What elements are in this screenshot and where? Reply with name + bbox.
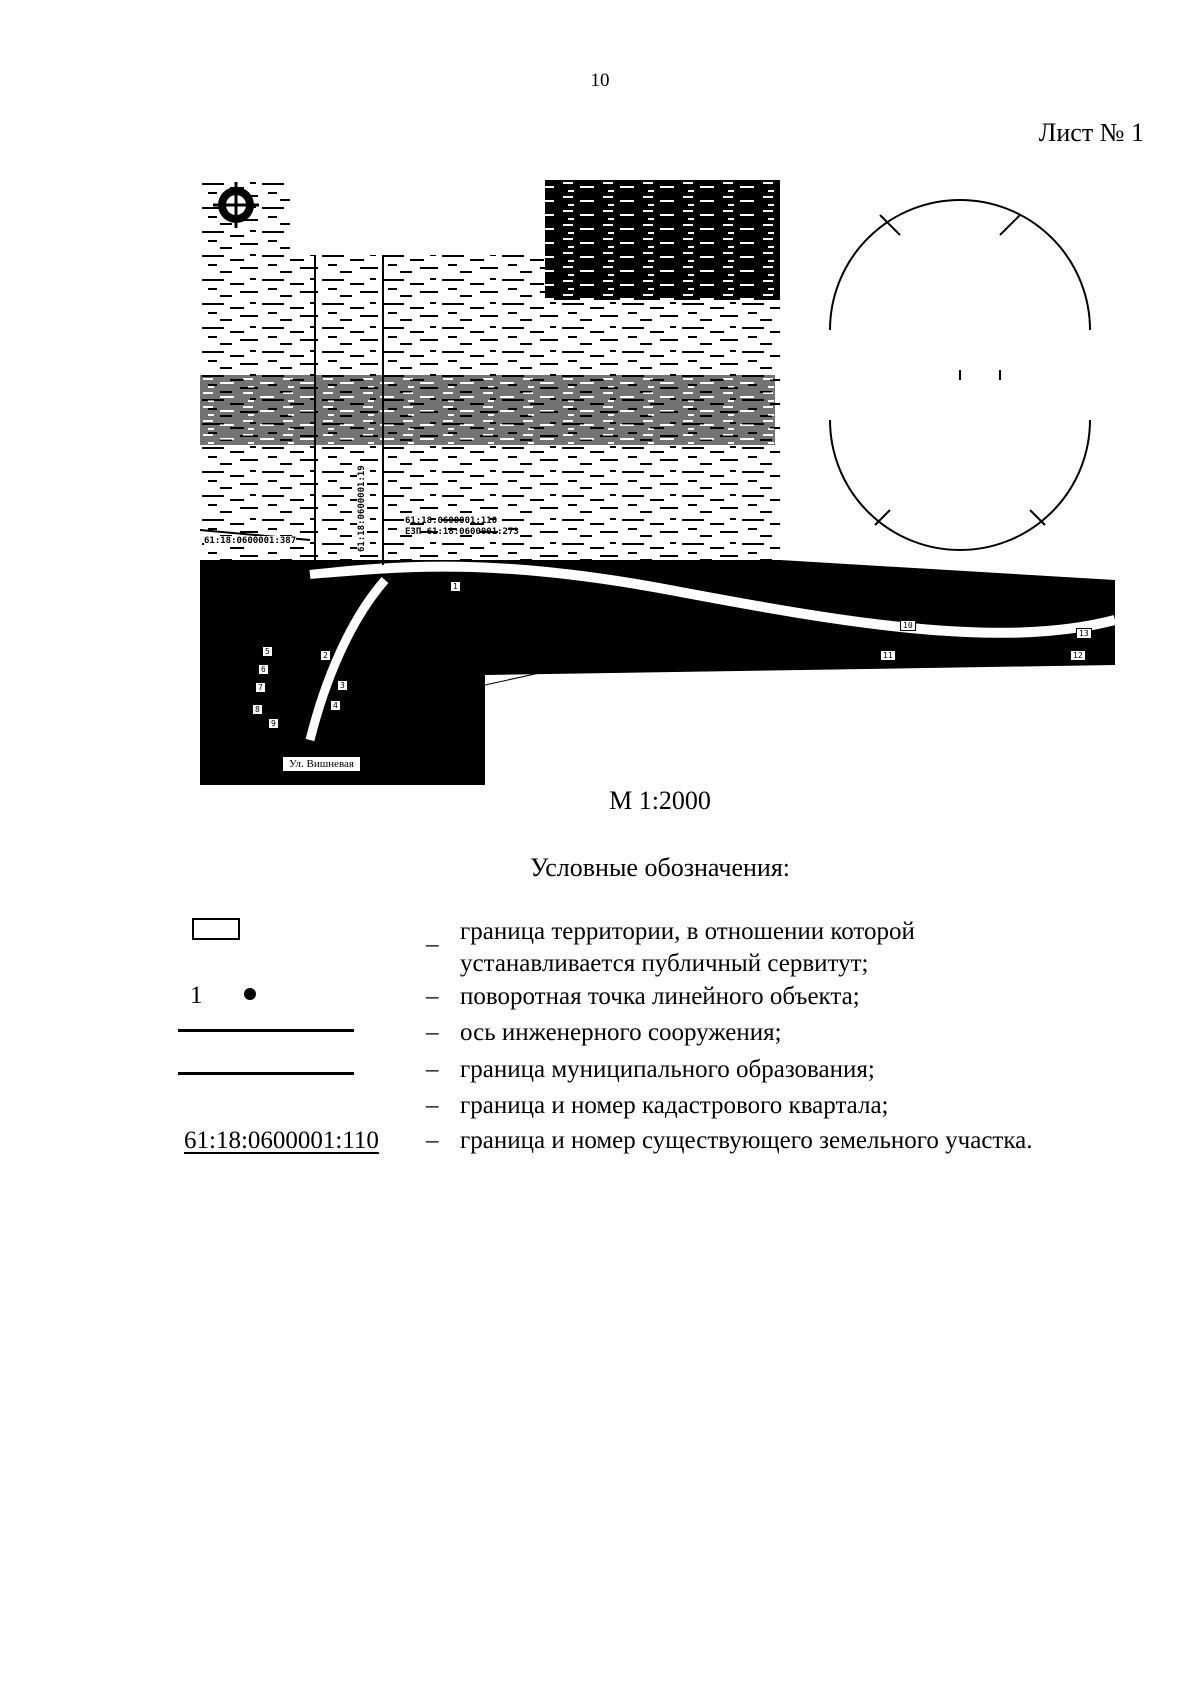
legend-dash: – [426,1019,439,1046]
legend-boundary-rect-symbol [192,918,240,940]
point-label: 11 [880,650,896,661]
point-label: 1 [450,581,461,592]
point-label: 13 [1076,628,1092,639]
point-label: 10 [900,620,916,631]
legend-dash: – [426,1092,439,1119]
legend-dash: – [426,1056,439,1083]
map-graphic [200,180,1115,785]
legend-municipal-line-symbol [178,1072,354,1075]
parcel-label-110: 61:18:0600001:110 [405,516,498,526]
page-number: 10 [590,70,610,91]
parcel-label-387: 61:18:0600001:387 [204,536,297,546]
point-label: 8 [252,704,263,715]
map-scale: М 1:2000 [609,786,711,815]
legend-title: Условные обозначения: [529,853,791,882]
legend-text: устанавливается публичный сервитут; [460,950,869,977]
point-label: 12 [1070,650,1086,661]
point-label: 6 [258,664,269,675]
point-label: 9 [268,718,279,729]
legend-point-number: 1 [190,982,203,1009]
point-label: 7 [255,682,266,693]
legend-text: ось инженерного сооружения; [460,1019,782,1046]
legend-text: граница и номер кадастрового квартала; [460,1092,889,1119]
sheet-label: Лист № 1 [1038,118,1144,147]
cadastral-map [200,180,1115,785]
legend-dash: – [426,1127,439,1154]
legend-text: граница муниципального образования; [460,1056,875,1083]
point-label: 4 [330,700,341,711]
legend-point-dot-symbol [244,988,256,1000]
point-label: 3 [337,680,348,691]
point-label: 5 [262,646,273,657]
parcel-label-273: ЕЗП 61:18:0600001:273 [405,527,519,537]
legend-text: поворотная точка линейного объекта; [460,983,860,1010]
point-label: 2 [320,650,331,661]
legend-dash: – [426,931,439,958]
legend-text: граница территории, в отношении которой [460,918,915,945]
legend-axis-line-symbol [178,1029,354,1032]
legend-text: граница и номер существующего земельного участка. [460,1127,1033,1154]
legend-parcel-symbol: 61:18:0600001:110 [184,1127,379,1154]
street-label: Ул. Вишневая [282,756,361,772]
legend-dash: – [426,983,439,1010]
parcel-label-19: 61:18:0600001:19 [357,465,367,552]
